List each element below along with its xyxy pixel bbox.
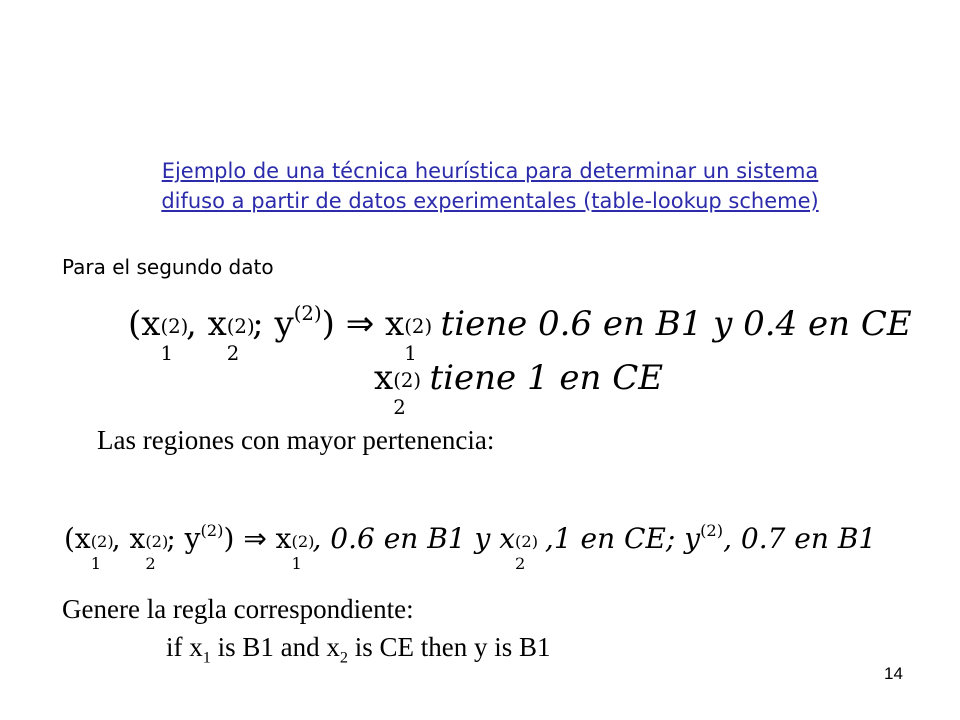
eq3-sub2: 2 xyxy=(145,553,156,573)
eq3-open: (x xyxy=(64,522,91,555)
eq3-comma: , x xyxy=(111,522,146,555)
eq3-sup5: (2) xyxy=(515,531,539,551)
eq3-part-2: ,1 en CE; y xyxy=(536,522,701,555)
rule-end: is CE then y is B1 xyxy=(347,632,551,662)
eq3-semi: ; y xyxy=(166,522,201,555)
slide-title-line-2: difuso a partir de datos experimentales (table-lookup scheme) xyxy=(161,189,819,213)
eq1-implies-arrow: ⇒ xyxy=(345,304,375,344)
eq3-sup1: (2) xyxy=(90,531,114,551)
eq2-text: tiene 1 en CE xyxy=(418,358,664,398)
eq3-part-3: , 0.7 en B1 xyxy=(723,522,877,555)
equation-2 xyxy=(374,358,664,419)
eq2-x: x xyxy=(374,358,394,398)
eq1-comma: , x xyxy=(185,304,227,344)
eq1-sub1: 1 xyxy=(160,341,173,365)
eq1-semi: ; y xyxy=(252,304,294,344)
rule-mid: is B1 and x xyxy=(210,632,340,662)
eq3-sup3: (2) xyxy=(200,520,224,540)
eq3-sup6: (2) xyxy=(700,520,724,540)
eq1-sup1: (2) xyxy=(160,315,189,339)
eq1-close: ) xyxy=(321,304,335,344)
eq3-sub5: 2 xyxy=(515,553,526,573)
eq3-close: ) xyxy=(223,522,235,555)
eq2-sup: (2) xyxy=(393,369,422,393)
rule-statement xyxy=(166,632,550,667)
eq3-part-1: , 0.6 en B1 y x xyxy=(312,522,516,555)
rule-heading: Genere la regla correspondiente: xyxy=(62,594,414,624)
eq2-sub: 2 xyxy=(393,395,406,419)
equation-3 xyxy=(64,520,877,573)
rule-sub-2: 2 xyxy=(339,648,348,667)
eq1-open: (x xyxy=(128,304,161,344)
eq1-x: x xyxy=(385,304,405,344)
eq3-implies-arrow: ⇒ xyxy=(243,522,267,555)
eq1-sup3: (2) xyxy=(293,302,322,326)
eq1-sup4: (2) xyxy=(404,315,433,339)
rule-sub-1: 1 xyxy=(202,648,211,667)
eq3-sup4: (2) xyxy=(291,531,315,551)
regions-heading: Las regiones con mayor pertenencia: xyxy=(97,425,495,455)
rule-if: if x xyxy=(166,632,203,662)
eq1-sub4: 1 xyxy=(404,341,417,365)
page-number: 14 xyxy=(884,664,903,683)
slide-title-line-1: Ejemplo de una técnica heurística para determinar un sistema xyxy=(161,159,819,183)
eq3-sub1: 1 xyxy=(90,553,102,573)
subtitle: Para el segundo dato xyxy=(62,255,274,279)
eq1-sup2: (2) xyxy=(226,315,255,339)
eq3-sup2: (2) xyxy=(145,531,169,551)
eq1-sub2: 2 xyxy=(226,341,240,365)
slide-title xyxy=(60,156,920,216)
eq3-x1: x xyxy=(266,522,292,555)
eq1-text: tiene 0.6 en B1 y 0.4 en CE xyxy=(429,304,912,344)
equation-1 xyxy=(128,302,912,365)
eq3-sub4: 1 xyxy=(291,553,302,573)
